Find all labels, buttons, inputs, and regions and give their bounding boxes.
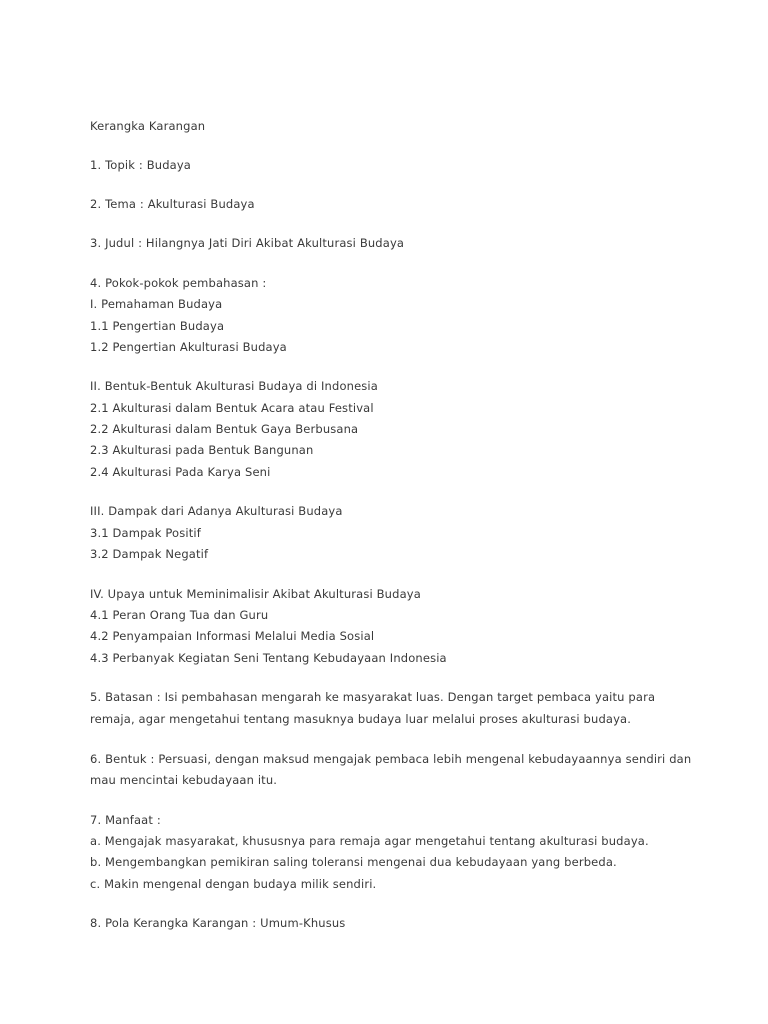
topik-line: 1. Topik : Budaya <box>90 158 192 172</box>
section-item: 4.3 Perbanyak Kegiatan Seni Tentang Kebudayaan Indonesia <box>90 651 447 665</box>
section-item: 2.1 Akulturasi dalam Bentuk Acara atau Festival <box>90 401 374 415</box>
section-title: III. Dampak dari Adanya Akulturasi Budaya <box>90 504 343 518</box>
section-item: 3.1 Dampak Positif <box>90 526 201 540</box>
section-title: I. Pemahaman Budaya <box>90 297 223 311</box>
manfaat-item: b. Mengembangkan pemikiran saling toleransi mengenai dua kebudayaan yang berbeda. <box>90 855 617 869</box>
section-item: 1.2 Pengertian Akulturasi Budaya <box>90 340 287 354</box>
section-item: 4.1 Peran Orang Tua dan Guru <box>90 608 269 622</box>
section-item: 4.2 Penyampaian Informasi Melalui Media Sosial <box>90 629 375 643</box>
section-item: 1.1 Pengertian Budaya <box>90 319 225 333</box>
section-item: 2.2 Akulturasi dalam Bentuk Gaya Berbusana <box>90 422 359 436</box>
manfaat-heading: 7. Manfaat : <box>90 813 161 827</box>
batasan-line: remaja, agar mengetahui tentang masuknya budaya luar melalui proses akulturasi budaya. <box>90 712 632 726</box>
manfaat-item: a. Mengajak masyarakat, khususnya para remaja agar mengetahui tentang akulturasi budaya. <box>90 834 649 848</box>
pola-line: 8. Pola Kerangka Karangan : Umum-Khusus <box>90 916 346 930</box>
manfaat-item: c. Makin mengenal dengan budaya milik sendiri. <box>90 877 377 891</box>
pokok-heading: 4. Pokok-pokok pembahasan : <box>90 276 267 290</box>
bentuk-line: mau mencintai kebudayaan itu. <box>90 773 278 787</box>
section-title: II. Bentuk-Bentuk Akulturasi Budaya di Indonesia <box>90 379 378 393</box>
section-item: 3.2 Dampak Negatif <box>90 547 209 561</box>
bentuk-line: 6. Bentuk : Persuasi, dengan maksud mengajak pembaca lebih mengenal kebudayaannya sendiri dan <box>90 752 692 766</box>
section-title: IV. Upaya untuk Meminimalisir Akibat Akulturasi Budaya <box>90 587 421 601</box>
tema-line: 2. Tema : Akulturasi Budaya <box>90 197 255 211</box>
document-title: Kerangka Karangan <box>90 119 206 133</box>
judul-line: 3. Judul : Hilangnya Jati Diri Akibat Akulturasi Budaya <box>90 236 405 250</box>
section-item: 2.3 Akulturasi pada Bentuk Bangunan <box>90 443 314 457</box>
section-item: 2.4 Akulturasi Pada Karya Seni <box>90 465 271 479</box>
batasan-line: 5. Batasan : Isi pembahasan mengarah ke masyarakat luas. Dengan target pembaca yaitu para <box>90 690 656 704</box>
